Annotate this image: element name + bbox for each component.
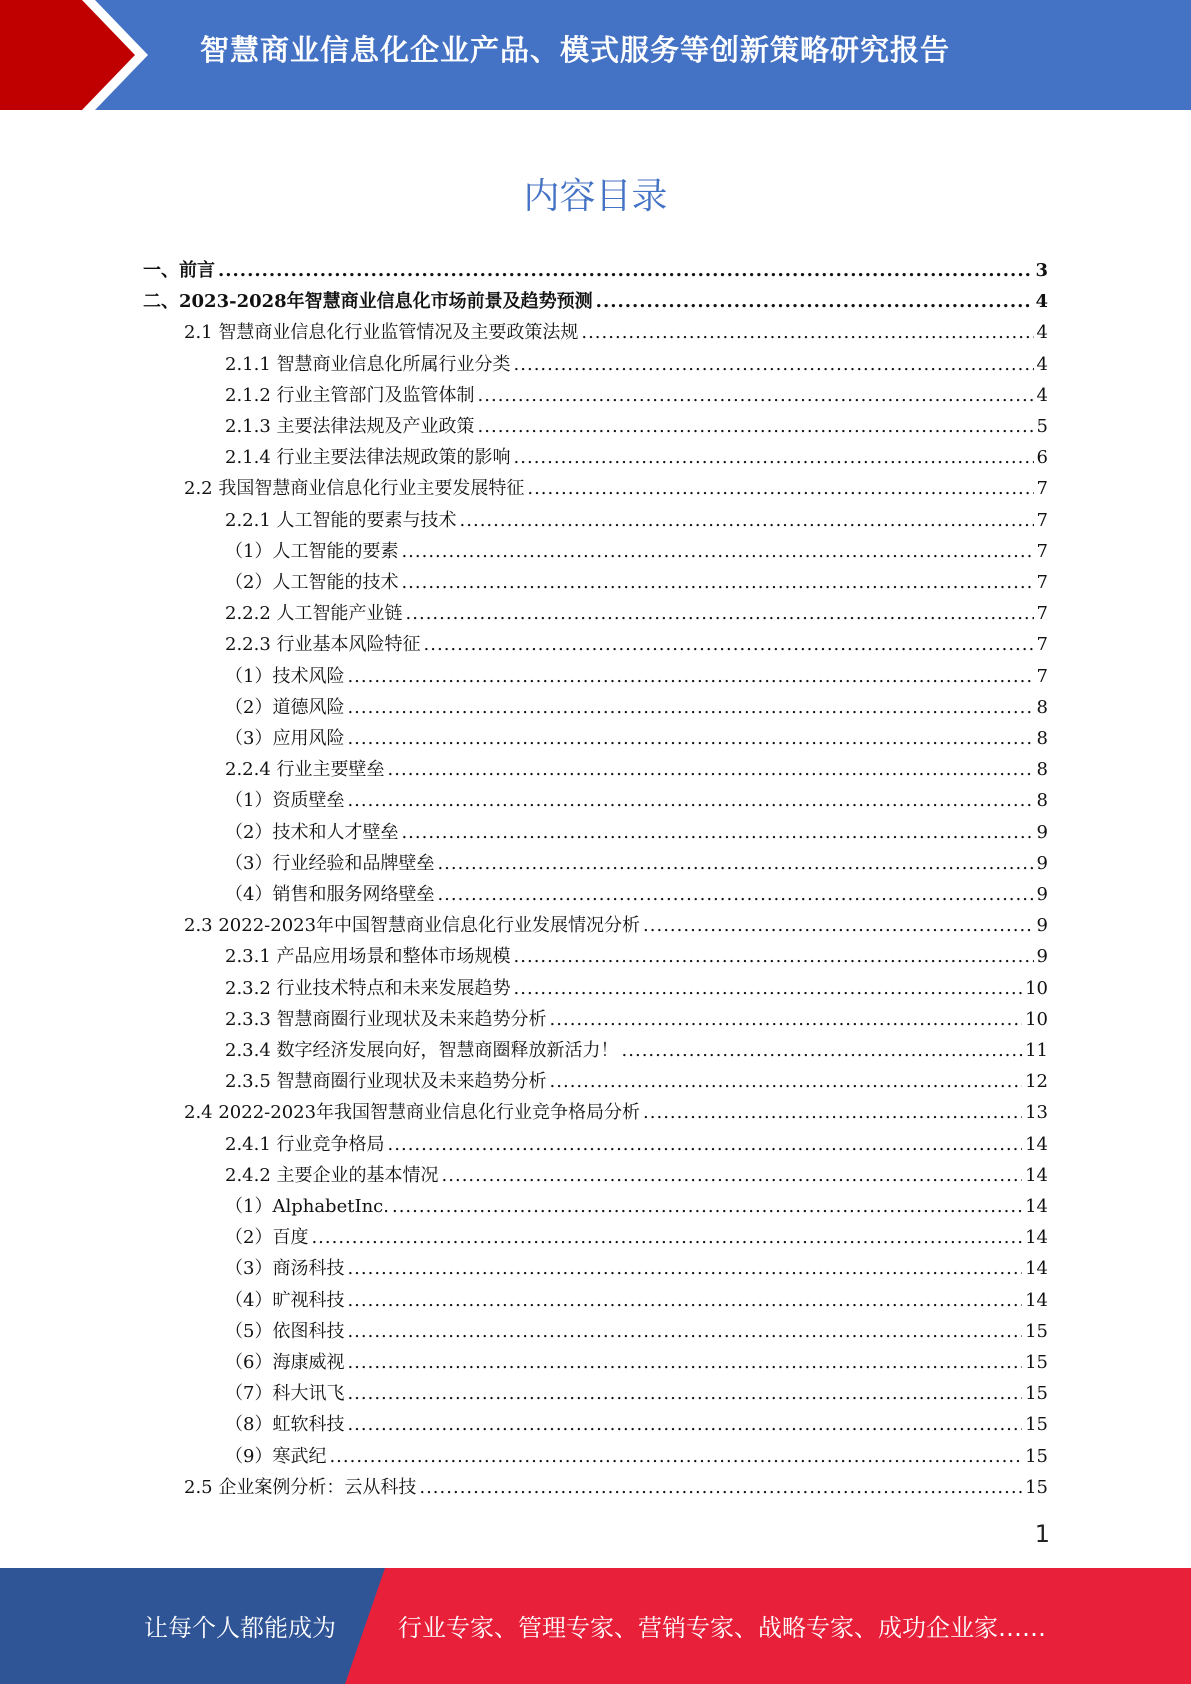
toc-entry-page: 8 xyxy=(1036,759,1048,780)
toc-entry-page: 4 xyxy=(1035,291,1048,312)
toc-entry[interactable] xyxy=(225,1284,1048,1312)
toc-dot-leader xyxy=(347,728,1033,750)
toc-entry-page: 15 xyxy=(1025,1321,1048,1342)
toc-entry-page: 7 xyxy=(1036,666,1048,687)
toc-entry-page: 7 xyxy=(1036,478,1048,499)
toc-entry-page: 13 xyxy=(1025,1102,1048,1123)
toc-entry-page: 4 xyxy=(1036,354,1048,375)
toc-entry[interactable] xyxy=(184,1471,1048,1499)
toc-entry[interactable] xyxy=(225,691,1048,719)
toc-dot-leader xyxy=(401,572,1033,594)
toc-entry-page: 12 xyxy=(1025,1071,1048,1092)
toc-dot-leader xyxy=(514,447,1034,469)
toc-entry-page: 15 xyxy=(1025,1477,1048,1498)
footer-slogan-left: 让每个人都能成为 xyxy=(144,1614,336,1642)
toc-entry-label: （1）资质壁垒 xyxy=(225,790,345,811)
toc-dot-leader xyxy=(478,385,1034,407)
toc-entry[interactable] xyxy=(184,472,1048,500)
toc-entry-label: （3）应用风险 xyxy=(225,728,345,749)
toc-dot-leader xyxy=(643,1102,1022,1124)
toc-entry[interactable] xyxy=(225,1346,1048,1374)
toc-dot-leader xyxy=(478,416,1034,438)
toc-dot-leader xyxy=(514,978,1023,1000)
toc-entry-page: 15 xyxy=(1025,1352,1048,1373)
toc-dot-leader xyxy=(347,1414,1022,1436)
toc-entry-label: （8）虹软科技 xyxy=(225,1414,345,1435)
page-number: 1 xyxy=(1034,1520,1050,1548)
toc-entry-page: 9 xyxy=(1036,822,1048,843)
toc-dot-leader xyxy=(596,291,1033,313)
toc-entry[interactable] xyxy=(225,1315,1048,1343)
toc-entry-label: 2.2 我国智慧商业信息化行业主要发展特征 xyxy=(184,478,525,499)
toc-entry[interactable] xyxy=(225,441,1048,469)
toc-entry[interactable] xyxy=(143,285,1048,313)
toc-entry-page: 5 xyxy=(1036,416,1048,437)
toc-entry-page: 3 xyxy=(1035,260,1048,281)
toc-entry-page: 14 xyxy=(1025,1165,1048,1186)
toc-entry[interactable] xyxy=(225,566,1048,594)
toc-entry[interactable] xyxy=(143,254,1048,282)
toc-entry[interactable] xyxy=(225,1377,1048,1405)
toc-entry[interactable] xyxy=(225,504,1048,532)
toc-dot-leader xyxy=(388,759,1034,781)
toc-entry-label: （7）科大讯飞 xyxy=(225,1383,345,1404)
toc-entry-label: 2.3.4 数字经济发展向好，智慧商圈释放新活力！ xyxy=(225,1040,619,1061)
toc-dot-leader xyxy=(401,822,1033,844)
toc-entry[interactable] xyxy=(225,972,1048,1000)
toc-entry-page: 15 xyxy=(1025,1446,1048,1467)
toc-entry-label: （1）技术风险 xyxy=(225,666,345,687)
toc-dot-leader xyxy=(329,1446,1022,1468)
header-band xyxy=(0,0,1191,110)
toc-entry-label: 2.2.1 人工智能的要素与技术 xyxy=(225,510,457,531)
toc-entry[interactable] xyxy=(184,909,1048,937)
toc-entry[interactable] xyxy=(225,628,1048,656)
toc-dot-leader xyxy=(347,1321,1022,1343)
toc-dot-leader xyxy=(527,478,1033,500)
toc-dot-leader xyxy=(437,884,1033,906)
toc-entry-label: 二、2023-2028年智慧商业信息化市场前景及趋势预测 xyxy=(143,291,593,312)
toc-entry[interactable] xyxy=(225,1003,1048,1031)
toc-entry-label: 2.2.3 行业基本风险特征 xyxy=(225,634,421,655)
toc-entry-label: （2）人工智能的技术 xyxy=(225,572,399,593)
toc-entry-page: 4 xyxy=(1036,322,1048,343)
toc-entry-label: 2.3.1 产品应用场景和整体市场规模 xyxy=(225,946,511,967)
toc-dot-leader xyxy=(347,1290,1022,1312)
toc-entry-label: 2.3.5 智慧商圈行业现状及未来趋势分析 xyxy=(225,1071,547,1092)
toc-entry[interactable] xyxy=(184,316,1048,344)
toc-entry-label: 2.3.2 行业技术特点和未来发展趋势 xyxy=(225,978,511,999)
toc-dot-leader xyxy=(218,260,1032,282)
toc-entry-page: 14 xyxy=(1025,1290,1048,1311)
toc-entry-label: （6）海康威视 xyxy=(225,1352,345,1373)
toc-entry-label: 2.1.3 主要法律法规及产业政策 xyxy=(225,416,475,437)
page-title: 内容目录 xyxy=(523,176,668,217)
toc-entry-page: 7 xyxy=(1036,603,1048,624)
toc-entry[interactable] xyxy=(225,379,1048,407)
toc-entry-page: 4 xyxy=(1036,385,1048,406)
toc-entry-label: 2.1.1 智慧商业信息化所属行业分类 xyxy=(225,354,511,375)
toc-entry[interactable] xyxy=(225,878,1048,906)
toc-entry-page: 7 xyxy=(1036,572,1048,593)
toc-entry[interactable] xyxy=(225,348,1048,376)
toc-entry-label: 2.2.4 行业主要壁垒 xyxy=(225,759,385,780)
toc-entry-label: （2）道德风险 xyxy=(225,697,345,718)
toc-entry-page: 7 xyxy=(1036,510,1048,531)
toc-dot-leader xyxy=(514,946,1034,968)
toc-entry-label: （1）人工智能的要素 xyxy=(225,541,399,562)
toc-entry[interactable] xyxy=(225,1440,1048,1468)
toc-entry-page: 9 xyxy=(1036,946,1048,967)
toc-dot-leader xyxy=(460,510,1034,532)
toc-dot-leader xyxy=(347,666,1033,688)
toc-entry-page: 7 xyxy=(1036,634,1048,655)
toc-entry-page: 7 xyxy=(1036,541,1048,562)
toc-dot-leader xyxy=(311,1227,1022,1249)
toc-entry[interactable] xyxy=(225,1128,1048,1156)
toc-entry-label: 2.3.3 智慧商圈行业现状及未来趋势分析 xyxy=(225,1009,547,1030)
toc-entry[interactable] xyxy=(225,1190,1048,1218)
toc-entry-page: 6 xyxy=(1036,447,1048,468)
report-title: 智慧商业信息化企业产品、模式服务等创新策略研究报告 xyxy=(200,33,951,67)
toc-dot-leader xyxy=(347,1383,1022,1405)
toc-entry-page: 15 xyxy=(1025,1383,1048,1404)
toc-dot-leader xyxy=(550,1009,1023,1031)
toc-dot-leader xyxy=(406,603,1034,625)
toc-entry-page: 10 xyxy=(1025,978,1048,999)
toc-entry[interactable] xyxy=(225,1252,1048,1280)
toc-entry[interactable] xyxy=(225,940,1048,968)
toc-entry[interactable] xyxy=(225,784,1048,812)
toc-entry-page: 14 xyxy=(1025,1196,1048,1217)
toc-entry-label: （1）AlphabetInc. xyxy=(225,1196,389,1217)
toc-entry-page: 8 xyxy=(1036,697,1048,718)
toc-entry[interactable] xyxy=(225,847,1048,875)
toc-entry-label: （9）寒武纪 xyxy=(225,1446,327,1467)
toc-entry-page: 8 xyxy=(1036,790,1048,811)
toc-dot-leader xyxy=(392,1196,1022,1218)
toc-entry-label: 2.1.4 行业主要法律法规政策的影响 xyxy=(225,447,511,468)
toc-entry-label: （4）销售和服务网络壁垒 xyxy=(225,884,435,905)
toc-dot-leader xyxy=(581,322,1033,344)
toc-entry-page: 9 xyxy=(1036,884,1048,905)
toc-entry-label: （2）技术和人才壁垒 xyxy=(225,822,399,843)
toc-entry-label: 一、前言 xyxy=(143,260,215,281)
toc-entry[interactable] xyxy=(225,410,1048,438)
toc-dot-leader xyxy=(622,1040,1023,1062)
toc-entry[interactable] xyxy=(225,535,1048,563)
toc-dot-leader xyxy=(424,634,1034,656)
toc-entry[interactable] xyxy=(225,1034,1048,1062)
toc-entry-label: 2.2.2 人工智能产业链 xyxy=(225,603,403,624)
toc-entry-label: 2.4.2 主要企业的基本情况 xyxy=(225,1165,439,1186)
toc-dot-leader xyxy=(347,1258,1022,1280)
toc-entry-label: 2.3 2022-2023年中国智慧商业信息化行业发展情况分析 xyxy=(184,915,641,936)
toc-entry[interactable] xyxy=(184,1096,1048,1124)
toc-entry-label: （3）商汤科技 xyxy=(225,1258,345,1279)
toc-entry[interactable] xyxy=(225,1159,1048,1187)
footer-band xyxy=(0,1568,1191,1684)
toc-entry[interactable] xyxy=(225,597,1048,625)
toc-entry-label: 2.1.2 行业主管部门及监管体制 xyxy=(225,385,475,406)
toc-entry-label: 2.4.1 行业竞争格局 xyxy=(225,1134,385,1155)
toc-dot-leader xyxy=(388,1134,1023,1156)
toc-entry[interactable] xyxy=(225,1408,1048,1436)
toc-entry-page: 8 xyxy=(1036,728,1048,749)
toc-entry[interactable] xyxy=(225,1065,1048,1093)
toc-entry-page: 14 xyxy=(1025,1134,1048,1155)
toc-entry-page: 10 xyxy=(1025,1009,1048,1030)
toc-entry-page: 9 xyxy=(1036,915,1048,936)
toc-entry[interactable] xyxy=(225,816,1048,844)
toc-dot-leader xyxy=(442,1165,1023,1187)
toc-entry-label: （4）旷视科技 xyxy=(225,1290,345,1311)
toc-dot-leader xyxy=(347,1352,1022,1374)
toc-dot-leader xyxy=(347,790,1033,812)
toc-entry-page: 9 xyxy=(1036,853,1048,874)
toc-dot-leader xyxy=(550,1071,1023,1093)
toc-entry-label: （5）依图科技 xyxy=(225,1321,345,1342)
footer-slogan-right: 行业专家、管理专家、营销专家、战略专家、成功企业家…… xyxy=(398,1614,1046,1642)
toc-entry[interactable] xyxy=(225,722,1048,750)
toc-entry[interactable] xyxy=(225,660,1048,688)
toc-entry-page: 15 xyxy=(1025,1414,1048,1435)
toc-entry-page: 14 xyxy=(1025,1258,1048,1279)
toc-entry-page: 11 xyxy=(1025,1040,1048,1061)
toc-entry-label: 2.1 智慧商业信息化行业监管情况及主要政策法规 xyxy=(184,322,579,343)
toc-dot-leader xyxy=(643,915,1034,937)
toc-entry-label: （2）百度 xyxy=(225,1227,309,1248)
toc-dot-leader xyxy=(347,697,1033,719)
toc-entry-label: 2.4 2022-2023年我国智慧商业信息化行业竞争格局分析 xyxy=(184,1102,641,1123)
toc-entry-label: 2.5 企业案例分析：云从科技 xyxy=(184,1477,417,1498)
toc-entry[interactable] xyxy=(225,753,1048,781)
toc-entry-page: 14 xyxy=(1025,1227,1048,1248)
toc-entry-label: （3）行业经验和品牌壁垒 xyxy=(225,853,435,874)
toc-dot-leader xyxy=(437,853,1033,875)
toc-dot-leader xyxy=(419,1477,1022,1499)
toc-entry[interactable] xyxy=(225,1221,1048,1249)
toc-dot-leader xyxy=(514,354,1034,376)
toc-dot-leader xyxy=(401,541,1033,563)
